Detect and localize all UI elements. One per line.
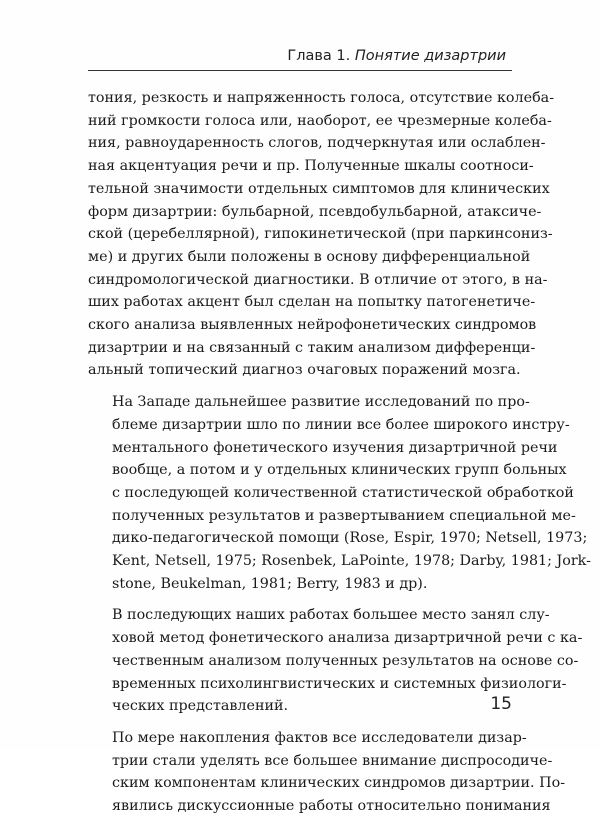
paragraph <box>88 391 591 595</box>
paragraph <box>88 604 583 718</box>
text-line: дико-педагогической помощи (Rose, Espir, 1970; Netsell, 1973; <box>112 530 588 547</box>
text-line: ческих представлений. <box>112 698 289 715</box>
text-line: stone, Beukelman, 1981; Berry, 1983 и др). <box>112 575 428 592</box>
text-line: Kent, Netsell, 1975; Rosenbek, LaPointe, 1978; Darby, 1981; Jork- <box>112 553 591 570</box>
paragraph <box>88 87 555 382</box>
text-line: тония, резкость и напряженность голоса, отсутствие колеба- <box>88 90 555 106</box>
text-line: В последующих наших работах большее место занял слу- <box>112 607 550 624</box>
text-line: полученных результатов и развертыванием специальной ме- <box>112 507 576 524</box>
page-number: 15 <box>490 694 512 714</box>
paragraph <box>88 727 566 818</box>
text-line: ским компонентам клинических синдромов дизартрии. По- <box>112 775 566 792</box>
text-line: блеме дизартрии шло по линии все более широкого инстру- <box>112 416 570 433</box>
text-line: ской (церебеллярной), гипокинетической (при паркинсониз- <box>88 226 553 243</box>
text-line: временных психолингвистических и системных физиологи- <box>112 675 567 692</box>
body-text <box>88 87 591 827</box>
text-line: ний громкости голоса или, наоборот, ее чрезмерные колеба- <box>88 112 552 129</box>
chapter-name: Понятие дизартрии <box>354 48 506 64</box>
text-line: с последующей количественной статистической обработкой <box>112 484 574 501</box>
text-line: форм дизартрии: бульбарной, псевдобульбарной, атаксиче- <box>88 203 542 220</box>
text-line: ского анализа выявленных нейрофонетических синдромов <box>88 317 537 334</box>
text-line: ная акцентуация речи и пр. Полученные шкалы соотноси- <box>88 158 534 175</box>
text-line: тельной значимости отдельных симптомов для клинических <box>88 180 550 197</box>
text-line: ховой метод фонетического анализа дизартричной речи с ка- <box>112 630 583 647</box>
chapter-label: Глава 1. <box>287 48 351 64</box>
text-line: чественным анализом полученных результатов на основе со- <box>112 652 579 669</box>
text-line: ментального фонетического изучения дизартричной речи <box>112 439 558 456</box>
text-line: дизартрии и на связанный с таким анализом дифференци- <box>88 339 536 356</box>
header-rule <box>88 70 512 71</box>
running-head <box>287 48 506 64</box>
text-line: альный топический диагноз очаговых поражений мозга. <box>88 362 521 379</box>
text-line: По мере накопления фактов все исследователи дизар- <box>112 729 527 746</box>
text-line: вообще, а потом и у отдельных клинических групп больных <box>112 462 567 479</box>
text-line: трии стали уделять все большее внимание диспросодиче- <box>112 752 553 769</box>
text-line: ших работах акцент был сделан на попытку патогенетиче- <box>88 294 536 311</box>
text-line: синдромологической диагностики. В отличие от этого, в на- <box>88 271 548 288</box>
text-line: ме) и других были положены в основу дифференциальной <box>88 248 531 265</box>
text-line: ния, равноударенность слогов, подчеркнутая или ослаблен- <box>88 135 546 152</box>
text-line: явились дискуссионные работы относительно понимания <box>112 798 551 815</box>
text-line: На Западе дальнейшее развитие исследований по про- <box>112 394 530 411</box>
